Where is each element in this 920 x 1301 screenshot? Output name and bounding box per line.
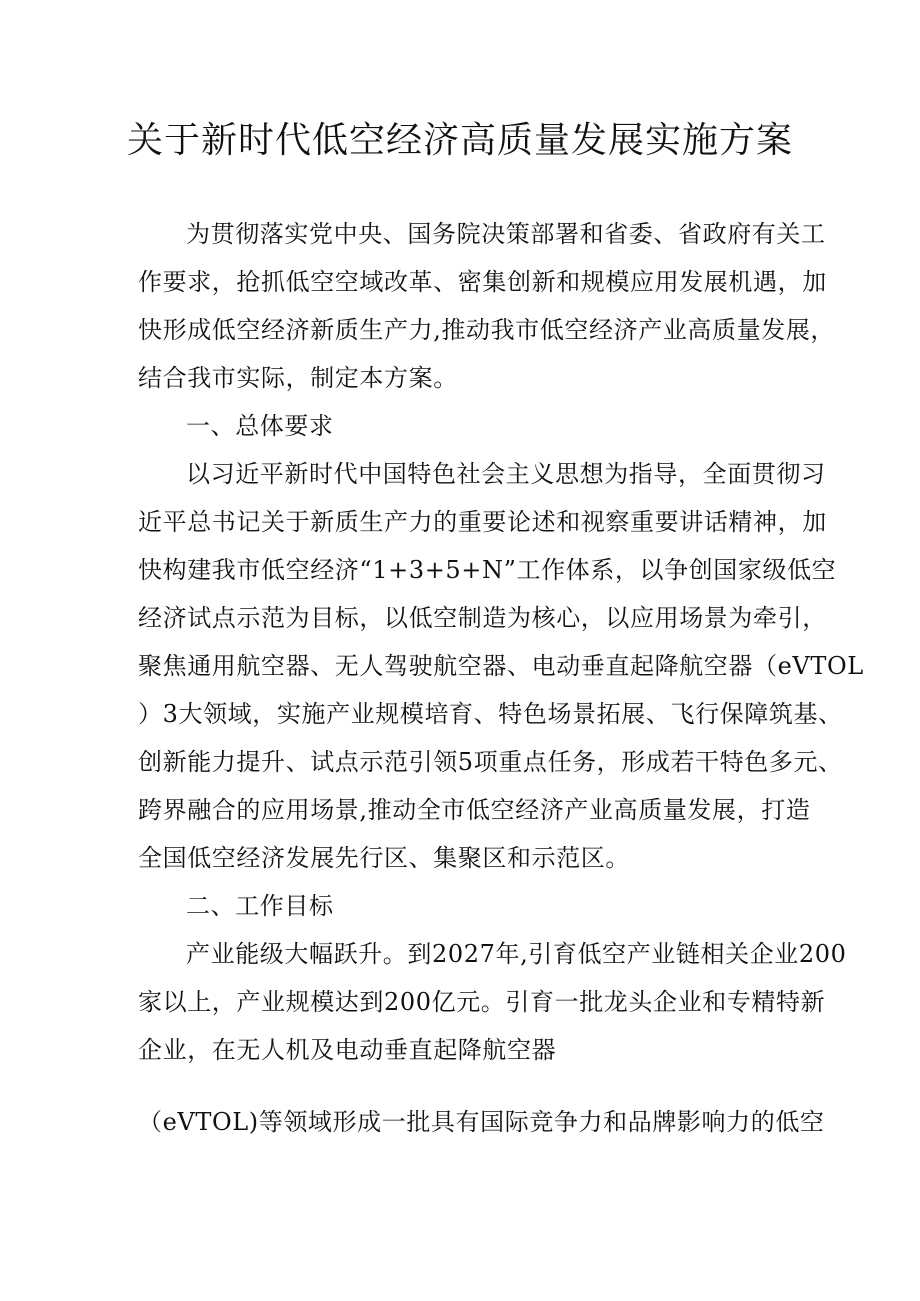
paragraph-line: 全国低空经济发展先行区、集聚区和示范区。	[138, 844, 630, 872]
paragraph-line: 聚焦通用航空器、无人驾驶航空器、电动垂直起降航空器（eVTOL	[138, 652, 864, 680]
paragraph-line: 作要求，抢抓低空空域改革、密集创新和规模应用发展机遇，加	[138, 268, 827, 296]
section-heading: 二、工作目标	[186, 892, 334, 920]
paragraph-line: 以习近平新时代中国特色社会主义思想为指导，全面贯彻习	[186, 460, 826, 488]
paragraph-line: 企业，在无人机及电动垂直起降航空器	[138, 1036, 557, 1064]
paragraph-line: 经济试点示范为目标，以低空制造为核心，以应用场景为牵引，	[138, 604, 827, 632]
paragraph-line: 跨界融合的应用场景,推动全市低空经济产业高质量发展，打造	[138, 796, 811, 824]
paragraph-line: 结合我市实际，制定本方案。	[138, 364, 458, 392]
document-title: 关于新时代低空经济高质量发展实施方案	[126, 120, 793, 161]
paragraph-line: 近平总书记关于新质生产力的重要论述和视察重要讲话精神，加	[138, 508, 827, 536]
paragraph-line: 快形成低空经济新质生产力,推动我市低空经济产业高质量发展，	[138, 316, 836, 344]
paragraph-line: 产业能级大幅跃升。到2027年,引育低空产业链相关企业200	[186, 940, 847, 968]
paragraph-line: 创新能力提升、试点示范引领5项重点任务，形成若干特色多元、	[138, 748, 843, 776]
paragraph-line: 为贯彻落实党中央、国务院决策部署和省委、省政府有关工	[186, 220, 826, 248]
section-heading: 一、总体要求	[186, 412, 334, 440]
paragraph-line: ）3大领域，实施产业规模培育、特色场景拓展、飞行保障筑基、	[138, 700, 843, 728]
paragraph-line: 家以上，产业规模达到200亿元。引育一批龙头企业和专精特新	[138, 988, 826, 1016]
paragraph-line: 快构建我市低空经济“1+3+5+N”工作体系，以争创国家级低空	[138, 556, 837, 584]
paragraph-line: （eVTOL)等领域形成一批具有国际竞争力和品牌影响力的低空	[138, 1108, 825, 1136]
